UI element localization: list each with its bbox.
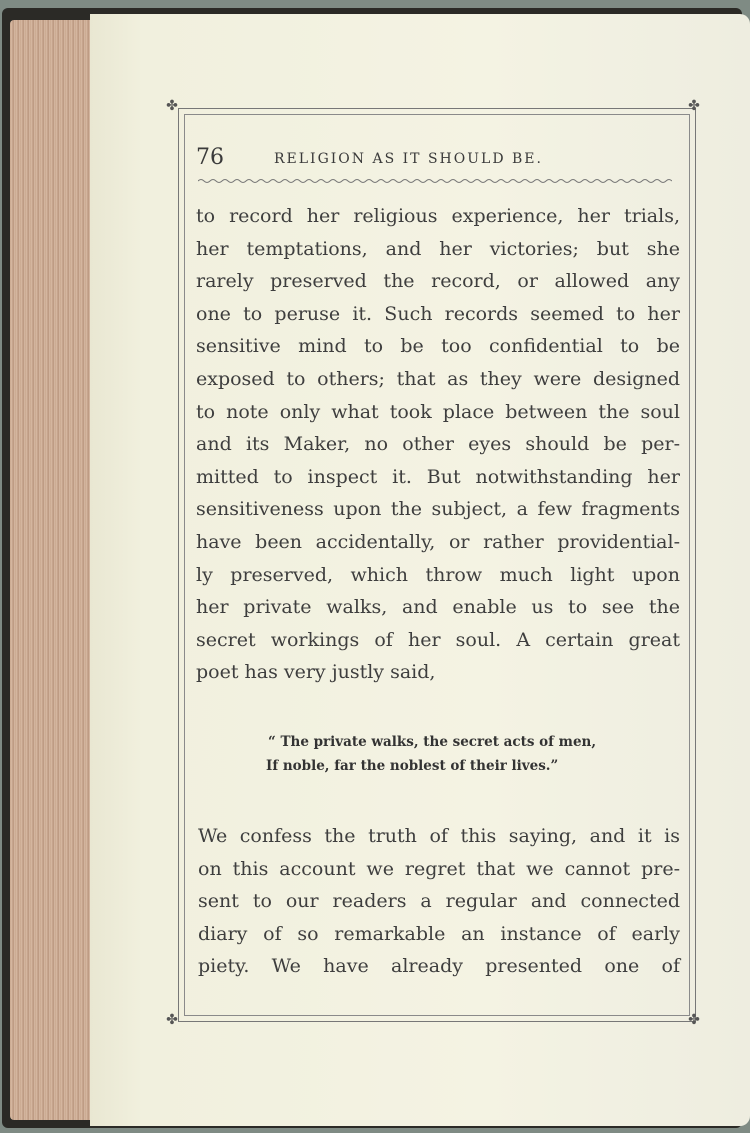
text-line: and its Maker, no other eyes should be per- bbox=[196, 433, 680, 456]
corner-ornament-icon: ✤ bbox=[166, 1012, 178, 1028]
page-header bbox=[196, 145, 680, 175]
text-line: have been accidentally, or rather providential- bbox=[196, 530, 680, 553]
running-head: RELIGION AS IT SHOULD BE. bbox=[274, 151, 543, 167]
corner-ornament-icon: ✤ bbox=[166, 98, 178, 114]
corner-ornament-icon: ✤ bbox=[688, 98, 700, 114]
header-rule bbox=[198, 178, 672, 184]
text-line: secret workings of her soul. A certain great bbox=[196, 628, 680, 651]
text-line: her private walks, and enable us to see the bbox=[196, 596, 680, 619]
text-line: to record her religious experience, her trials, bbox=[196, 205, 680, 227]
text-line: We confess the truth of this saying, and it is bbox=[198, 825, 680, 847]
text-line: on this account we regret that we cannot pre- bbox=[198, 857, 680, 880]
text-line: diary of so remarkable an instance of early bbox=[198, 922, 680, 945]
page-number: 76 bbox=[196, 145, 224, 170]
corner-ornament-icon: ✤ bbox=[688, 1012, 700, 1028]
text-line: to note only what took place between the soul bbox=[196, 400, 680, 423]
paragraph-1 bbox=[196, 200, 680, 689]
quote-line: If noble, far the noblest of their lives.” bbox=[266, 758, 559, 774]
text-line: mitted to inspect it. But notwithstanding her bbox=[196, 465, 680, 488]
text-line: sensitiveness upon the subject, a few fragments bbox=[196, 498, 680, 521]
text-line: piety. We have already presented one of bbox=[198, 955, 680, 978]
text-line: ly preserved, which throw much light upon bbox=[196, 563, 680, 586]
quote-line: “ The private walks, the secret acts of men, bbox=[268, 734, 597, 750]
text-line: exposed to others; that as they were designed bbox=[196, 367, 680, 390]
paragraph-2 bbox=[198, 820, 680, 983]
text-line: sent to our readers a regular and connected bbox=[198, 890, 680, 913]
text-line: one to peruse it. Such records seemed to her bbox=[196, 302, 680, 325]
text-line: poet has very justly said, bbox=[196, 661, 436, 684]
text-line: rarely preserved the record, or allowed any bbox=[196, 270, 680, 293]
text-line: her temptations, and her victories; but she bbox=[196, 237, 680, 260]
verse-quote bbox=[268, 730, 648, 778]
text-line: sensitive mind to be too confidential to be bbox=[196, 335, 680, 358]
